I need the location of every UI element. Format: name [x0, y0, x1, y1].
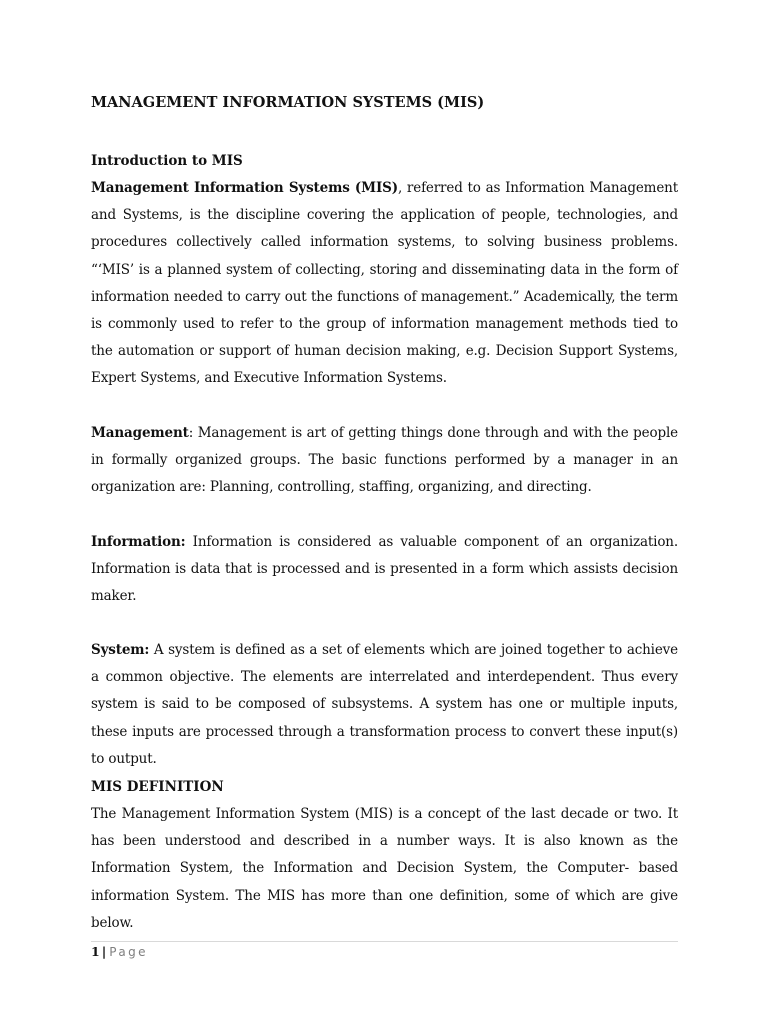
intro-paragraph [91, 175, 678, 393]
footer-divider [91, 941, 678, 942]
page-label: Page [109, 945, 148, 959]
definition-heading: MIS DEFINITION [91, 779, 224, 795]
system-paragraph [91, 637, 678, 773]
system-term: System: [91, 642, 150, 658]
document-page [91, 0, 678, 1024]
system-text: A system is defined as a set of elements which are joined together to achieve a common objective. The elements are interrelated and interdependent. Thus every system is said to be composed of subsystems. A system has one or multiple inputs, these inputs are processed through a transformation process to convert these input(s) to output. [91, 642, 678, 767]
information-term: Information: [91, 534, 186, 550]
definition-paragraph: The Management Information System (MIS) is a concept of the last decade or two. It has been understood and described in a number ways. It is also known as the Information System, the Information and Decision System, the Computer- based information System. The MIS has more than one definition, some of which are give below. [91, 806, 678, 931]
intro-text: , referred to as Information Management and Systems, is the discipline covering the application of people, technologies, and procedures collectively called information systems, to solving business problems. “‘MIS’ is a planned system of collecting, storing and disseminating data in the form of information needed to carry out the functions of management.” Academically, the term is commonly used to refer to the group of information management methods tied to the automation or support of human decision making, e.g. Decision Support Systems, Expert Systems, and Executive Information Systems. [91, 180, 678, 387]
intro-heading: Introduction to MIS [91, 153, 243, 169]
information-paragraph [91, 529, 678, 611]
information-text: Information is considered as valuable component of an organization. Information is data that is processed and is presented in a form which assists decision maker. [91, 534, 678, 605]
footer-separator: | [101, 944, 107, 959]
document-title: MANAGEMENT INFORMATION SYSTEMS (MIS) [91, 94, 485, 111]
intro-lead-term: Management Information Systems (MIS) [91, 180, 398, 196]
management-text: : Management is art of getting things done through and with the people in formally organized groups. The basic functions performed by a manager in an organization are: Planning, controlling, staffing, organizing, and directing. [91, 425, 678, 496]
management-paragraph [91, 420, 678, 502]
page-footer [91, 943, 148, 961]
management-term: Management [91, 425, 189, 441]
page-number: 1 [91, 944, 100, 959]
